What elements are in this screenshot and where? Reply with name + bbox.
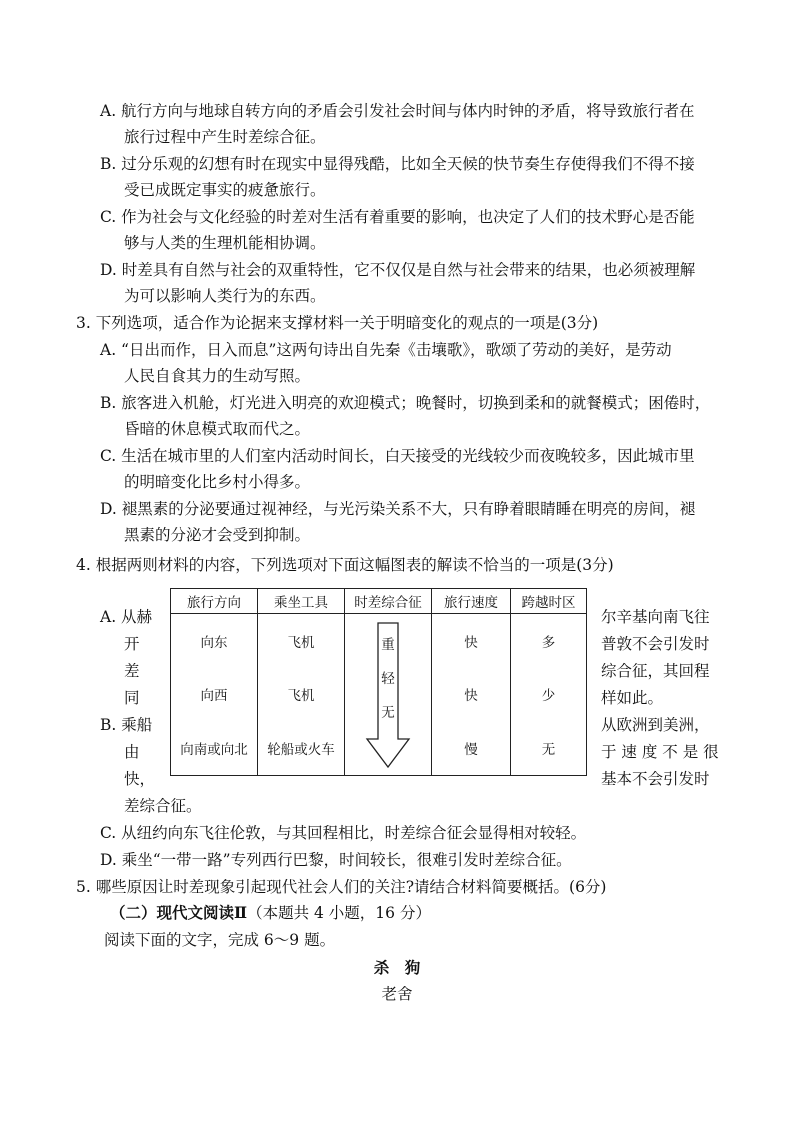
q3-option-d-line1: D. 褪黑素的分泌要通过视神经，与光污染关系不大，只有睁着眼睛睡在明亮的房间，褪 (100, 500, 696, 518)
q4-left-fragment: 开 (124, 635, 140, 653)
speed-cell: 快 (464, 635, 478, 652)
vehicle-column (258, 614, 345, 776)
severity-label: 轻 (381, 670, 395, 687)
q4-stem: 4. 根据两则材料的内容，下列选项对下面这幅图表的解读不恰当的一项是(3分) (76, 556, 614, 574)
q3-option-b-line2: 昏暗的休息模式取而代之。 (124, 420, 311, 438)
severity-column (345, 614, 432, 776)
q4-left-fragment: B. 乘船 (100, 716, 153, 734)
q4-left-fragment: 同 (124, 689, 140, 707)
q4-option-d: D. 乘坐“一带一路”专列西行巴黎，时间较长，很难引发时差综合征。 (100, 851, 572, 869)
q3-option-c-line1: C. 生活在城市里的人们室内活动时间长，白天接受的光线较少而夜晚较多，因此城市里 (100, 447, 695, 465)
q2-option-b-line2: 受已成既定事实的疲惫旅行。 (124, 181, 326, 199)
direction-cell: 向东 (200, 635, 228, 652)
q2-option-d-line2: 为可以影响人类行为的东西。 (124, 287, 326, 305)
q3-option-a-line1: A. “日出而作，日入而息”这两句诗出自先秦《击壤歌》，歌颂了劳动的美好，是劳动 (100, 341, 672, 359)
q2-option-c-line1: C. 作为社会与文化经验的时差对生活有着重要的影响，也决定了人们的技术野心是否能 (100, 208, 695, 226)
section-instruction: 阅读下面的文字，完成 6～9 题。 (104, 931, 336, 949)
section-heading-note: （本题共 4 小题，16 分） (247, 904, 431, 922)
direction-cell: 向西 (200, 688, 228, 705)
direction-column (171, 614, 258, 776)
section-heading-row (110, 902, 431, 924)
q3-option-d-line2: 黑素的分泌才会受到抑制。 (124, 526, 311, 544)
vehicle-cell: 飞机 (287, 635, 315, 652)
q4-right-fragment: 从欧洲到美洲， (601, 716, 710, 734)
speed-cell: 快 (464, 688, 478, 705)
q3-stem: 3. 下列选项，适合作为论据来支撑材料一关于明暗变化的观点的一项是(3分) (76, 314, 599, 332)
article-title: 杀 狗 (373, 958, 421, 977)
speed-cell: 慢 (464, 741, 478, 758)
q4-right-fragment: 普敦不会引发时 (601, 635, 710, 653)
severity-label: 无 (381, 704, 395, 721)
q2-option-a-line1: A. 航行方向与地球自转方向的矛盾会引发社会时间与体内时钟的矛盾，将导致旅行者在 (100, 102, 695, 120)
q4-right-fragment: 尔辛基向南飞往 (601, 608, 710, 626)
q4-left-fragment: 快， (124, 770, 156, 788)
q4-right-fragment: 于 速 度 不 是 很 (601, 743, 719, 761)
article-author: 老舍 (381, 985, 413, 1003)
q4-left-fragment: A. 从赫 (100, 608, 153, 626)
direction-cell: 向南或向北 (180, 741, 248, 758)
q4-right-fragment: 样如此。 (601, 689, 664, 707)
q4-right-fragment: 综合征，其回程 (601, 662, 710, 680)
q4-left-fragment: 由 (124, 743, 140, 761)
q2-option-a-line2: 旅行过程中产生时差综合征。 (124, 128, 326, 146)
q4-right-fragment: 基本不会引发时 (601, 770, 710, 788)
jet-lag-table (170, 588, 587, 776)
timezone-cell: 无 (541, 741, 556, 758)
timezone-column (511, 614, 587, 776)
header-vehicle: 乘坐工具 (258, 589, 345, 614)
section-heading: （二）现代文阅读Ⅱ (110, 903, 248, 922)
timezone-cell: 多 (541, 635, 556, 652)
header-timezones: 跨越时区 (511, 589, 587, 614)
q5-stem: 5. 哪些原因让时差现象引起现代社会人们的关注?请结合材料简要概括。(6分) (76, 878, 607, 896)
q3-option-a-line2: 人民自食其力的生动写照。 (124, 367, 311, 385)
q4-left-fragment: 差 (124, 662, 140, 680)
timezone-cell: 少 (541, 688, 556, 705)
severity-label: 重 (381, 636, 395, 653)
q4-option-c: C. 从纽约向东飞往伦敦，与其回程相比，时差综合征会显得相对较轻。 (100, 824, 587, 842)
header-speed: 旅行速度 (432, 589, 511, 614)
vehicle-cell: 轮船或火车 (267, 741, 335, 758)
q2-option-c-line2: 够与人类的生理机能相协调。 (124, 234, 326, 252)
q3-option-c-line2: 的明暗变化比乡村小得多。 (124, 473, 311, 491)
q2-option-d-line1: D. 时差具有自然与社会的双重特性，它不仅仅是自然与社会带来的结果，也必须被理解 (100, 261, 696, 279)
q3-option-b-line1: B. 旅客进入机舱，灯光进入明亮的欢迎模式；晚餐时，切换到柔和的就餐模式；困倦时， (100, 394, 711, 412)
vehicle-cell: 飞机 (287, 688, 315, 705)
header-direction: 旅行方向 (171, 589, 258, 614)
speed-column (432, 614, 511, 776)
header-jetlag: 时差综合征 (345, 589, 432, 614)
q2-option-b-line1: B. 过分乐观的幻想有时在现实中显得残酷，比如全天候的快节奏生存使得我们不得不接 (100, 155, 695, 173)
q4-tail: 差综合征。 (124, 797, 202, 815)
